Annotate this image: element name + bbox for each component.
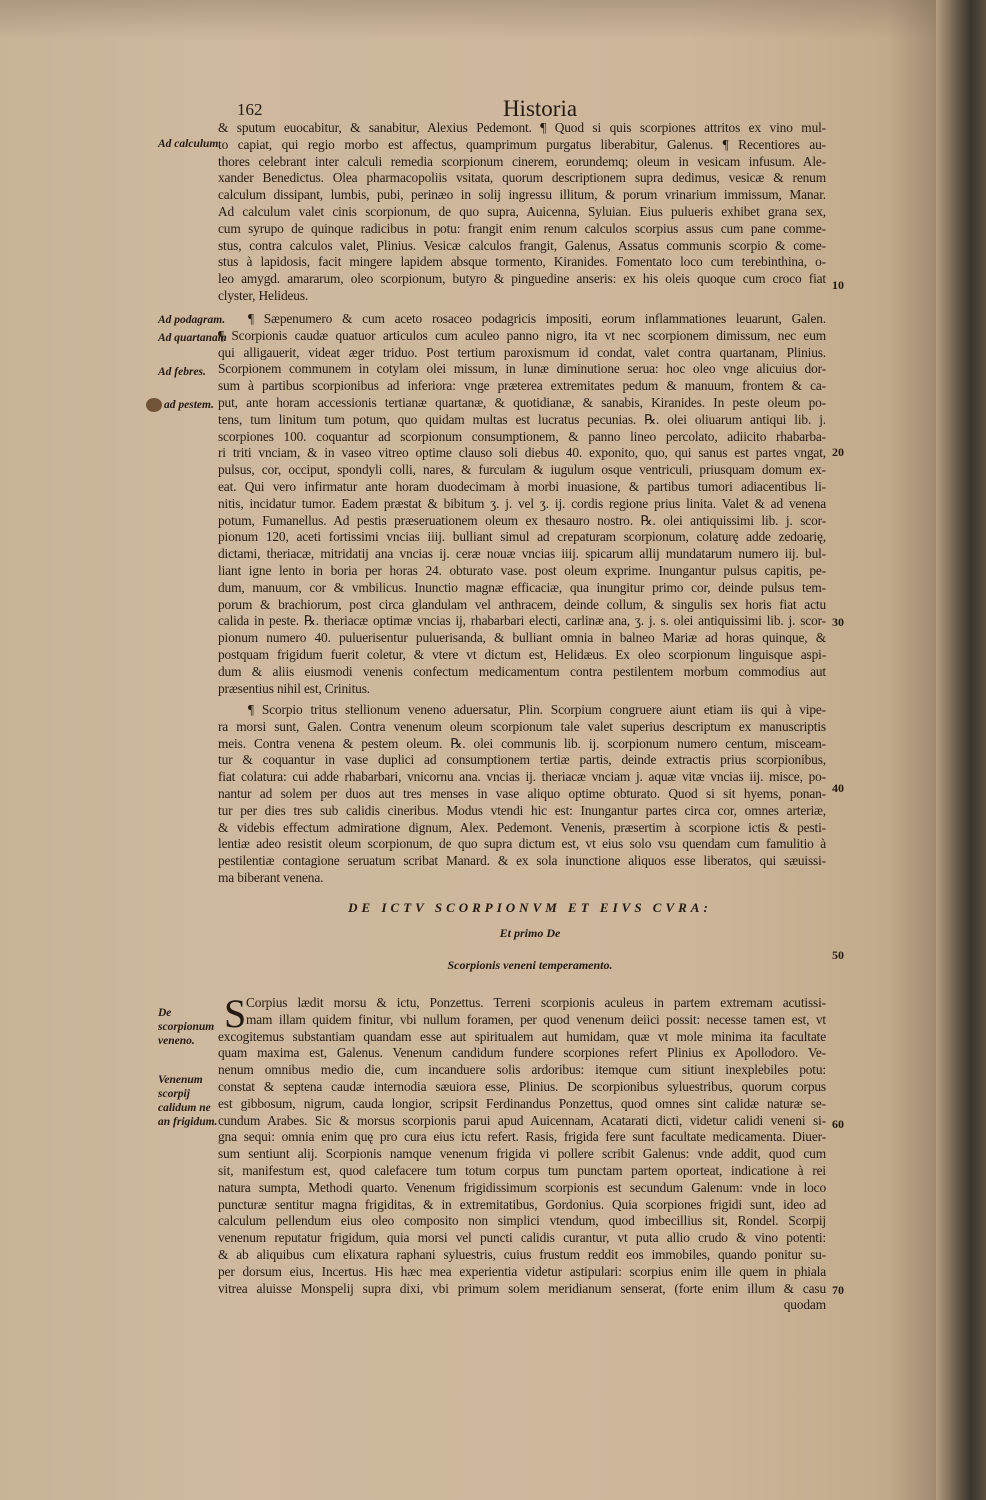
margin-note: Venenum scorpij calidum ne an frigidum. (158, 1074, 218, 1128)
text-line: leo amygd. amararum, oleo scorpionum, butyro & pinguedine anseris: ex his oleis quoque cum croco fiat (218, 271, 826, 287)
text-line: calculum pellendum eius oleo composito non simplici vtendum, quod imbecillius sit, Rondel. Scorpij (218, 1213, 826, 1229)
text-line: to capiat, qui regio morbo est affectus, quamprimum purgatus liberabitur, Galenus. ¶ Recentiores au- (218, 136, 826, 152)
text-line: excogitemus substantiam quandam esse aut spiritualem aut humidam, quæ vt mole minima ita facultate (218, 1028, 826, 1044)
text-line: stus à lapidosis, facit mingere lapidem absque tormento, Kiranides. Fomentato loco cum terebinthina, o- (218, 254, 826, 270)
text-line: sum à partibus scorpionibus ad inferiora: vnge præterea extremitates pedum & manuum, frontem & ca- (218, 378, 826, 394)
paragraph-remedies (218, 311, 826, 697)
text-line: Scorpionem communem in cotylam olei missum, in lunæ diminutione serua: hoc oleo vnge alicuius dor- (218, 361, 826, 377)
text-line: Ad calculum valet cinis scorpionum, de quo supra, Auicenna, Syluian. Eius pulueris exhibet grana sex, (218, 203, 826, 219)
line-number: 40 (832, 781, 844, 795)
text-line: & videbis effectum admiratione dignum, Alex. Pedemont. Venenis, præsertim à scorpione ictis & pesti- (218, 819, 826, 835)
section-subheading: Scorpionis veneni temperamento. (447, 958, 613, 972)
text-line: stus, contra calculos valet, Plinius. Vesicæ calculos frangit, Galenus, Assatus communis scorpio & come- (218, 237, 826, 253)
text-line: fiat colatura: cui adde rhabarbari, vnicornu ana. vncias ij. theriacæ vnciam j. aquæ vitæ vncias iij. misce, po- (218, 769, 826, 785)
text-line: meis. Contra venena & pestem oleum. ℞. olei communis lib. ij. scorpionum numero centum, misceam- (218, 735, 826, 751)
text-line: sum sentiunt alij. Scorpionis namque venenum frigida vi pollere scribit Galenus: vnde addit, quod cum (218, 1146, 826, 1162)
text-line: tens, tum linitum tum potum, quo quidam multas est lucratus pecunias. ℞. olei oliuarum antiqui lib. j. (218, 411, 826, 427)
line-number: 20 (832, 445, 844, 459)
margin-note: ad pestem. (164, 399, 214, 411)
margin-note: Ad quartanam (158, 332, 227, 344)
text-line: porum & brachiorum, post circa glandulam vel anthracem, deinde collum, & singulis sex horis fiat actu (218, 596, 826, 612)
paragraph-calculus (218, 120, 826, 305)
text-line: calculum dissipant, lumbis, pubi, perinæo in solij ingressu illitum, & porum vrinarium immissum, Manar. (218, 187, 826, 203)
line-number: 70 (832, 1283, 844, 1297)
text-line: tur per dies tres sub calidis cineribus. Modus vtendi hic est: Inungantur partes circa cor, omnes arteriæ, (218, 802, 826, 818)
text-line: ¶ Scorpionis caudæ quatuor articulos cum aculeo panno nigro, ita vt nec scorpionem dimissum, nec eum (218, 327, 826, 343)
text-line: puncturæ sentitur magna frigiditas, & in extremitatibus, Gordonius. Quia scorpiones frigidi sunt, ideo ad (218, 1196, 826, 1212)
text-line: calida in peste. ℞. theriacæ optimæ vncias ij, rhabarbari electi, carlinæ ana, ʒ. j. s. olei antiquissimi lib. j. scor- (218, 613, 826, 629)
text-line: tur & coquantur in vase duplici ad consumptionem tertiæ partis, deinde extractis prius scorpionibus, (218, 752, 826, 768)
text-line: potum, Fumanellus. Ad pestis præseruationem oleum ex thesauro nostro. ℞. olei antiquissimi lib. j. scor- (218, 512, 826, 528)
text-line: thores celebrant inter calculi remedia scorpionum cinerem, eorundemq; oleum in vesicam infusum. Ale- (218, 153, 826, 169)
text-line: nenum omnibus medio die, cum incanduere solis ardoribus: itemque cum sitiunt inexplebiles potu: (218, 1062, 826, 1078)
text-line: dictami, theriacæ, mitridatij ana vncias ij. ceræ nouæ vncias iiij. spicarum allij mundatarum numero iij. bul- (218, 546, 826, 562)
catchword: quodam (783, 1297, 826, 1313)
text-line: cum syrupo de quinque radicibus in potu: frangit enim renum calculos scorpius assus cum pane comme- (218, 220, 826, 236)
line-number: 10 (832, 278, 844, 292)
text-line: pionum 120, aceti fortissimi vncias iiij. bulliant simul ad crepaturam scorpionum, colaturę adde zedoarię, (218, 529, 826, 545)
text-line: ra morsi sunt, Galen. Contra venenum oleum scorpionum tale valet superius descriptum ex manuscriptis (218, 718, 826, 734)
margin-note: Ad febres. (158, 366, 206, 378)
running-head: Historia (502, 96, 578, 121)
text-line: clyster, Helideus. (218, 287, 309, 303)
section-subtitle: Et primo De (499, 926, 561, 940)
text-line: liant igne lento in boria per horas 24. obturato vase. post oleum exprime. Inungantur pulsus capitis, pe- (218, 562, 826, 578)
paragraph-venom-temperament (218, 991, 826, 1314)
paragraph-poisons (218, 702, 826, 887)
line-number: 60 (832, 1117, 844, 1131)
section-title: DE ICTV SCORPIONVM ET EIVS CVRA: (348, 900, 712, 915)
text-line: vitrea aluisse Monspelij supra dixi, vbi primum solem meridianum senserat, (forte enim illum & casu (218, 1280, 826, 1296)
text-line: ri triti vnciam, & in vaseo vitreo optime clauso soli diebus 40. exponito, quo, qui sanus est partes vngat, (218, 445, 826, 461)
text-line: nantur ad solem per duos aut tres menses in vase aliquo optime obturato. Quod si sit hyems, ponan- (218, 785, 826, 801)
text-line: pionum numero 40. puluerisentur puluerisanda, & bulliant omnia in balneo Mariæ ad horas quinque, & (218, 630, 826, 646)
margin-note: Ad podagram. (158, 314, 226, 326)
text-line: scorpiones 100. coquantur ad scorpionum consumptionem, & panno lineo percolato, adiicito rhabarba- (218, 428, 826, 444)
line-number: 30 (832, 615, 844, 629)
text-line: natura sumpta, Methodi quarto. Venenum frigidissimum scorpionis est secundum Galenum: vnde in loco (218, 1179, 826, 1195)
margin-note: Ad calculum. (158, 138, 222, 150)
text-line: venenum reputatur frigidum, quia morsi vel puncti calidis curantur, vt puta allio crudo & vino potenti: (218, 1230, 826, 1246)
text-line: pulsus, cor, occiput, spondyli colli, nares, & furculam & iugulum osque ventriculi, priusquam domum ex- (218, 462, 826, 478)
text-line: dum & aliis eiusmodi venenis confectum medicamentum contra pestilentem morbum commodius aut (218, 663, 826, 679)
text-line: qui alligauerit, videat æger triduo. Post tertium paroxismum id condat, valet contra quartanam, Plinius. (218, 344, 826, 360)
text-line: sit, manifestum est, quod calefacere tum totum corpus tum punctam partem oporteat, indicatione à rei (218, 1162, 826, 1178)
text-line: dum, manuum, cor & vmbilicus. Inunctio magnæ efficaciæ, qua inungitur primo cor, deinde pulsus tem- (218, 579, 826, 595)
text-line: constat & septena caudæ internodia sæuiora esse, Plinius. De scorpionibus syluestribus, quorum corpus (218, 1078, 826, 1094)
text-line: nitis, incidatur tumor. Eadem præstat & bibitum ʒ. j. vel ʒ. ij. cordis regione prius linita. Valet & ad venena (218, 495, 826, 511)
text-line: est gibbosum, nigrum, cauda longior, scripsit Ferdinandus Ponzettus, quod omnes sint calidæ naturæ se- (218, 1095, 826, 1111)
drop-cap: S (224, 991, 247, 1036)
text-line: per dorsum eius, Incertus. His hæc mea experientia videtur astipulari: scorpius enim ille quem in phiala (218, 1263, 826, 1279)
text-line: cundum Arabes. Sic & morsus scorpionis parui apud Auicennam, Acatarati dicti, videtur calidi veneni si- (218, 1112, 826, 1128)
line-number: 50 (832, 948, 844, 962)
text-line: put, ante horam accessionis tertianæ quartanæ, & quotidianæ, & sanabis, Kiranides. In peste oleum po- (218, 394, 826, 410)
text-line: pestilentiæ contagione seruatum scribat Manard. & ex sola inunctione aliquos esse liberatos, qui sæuissi- (218, 853, 826, 869)
margin-note: De scorpionum veneno. (158, 1007, 215, 1047)
text-line: eat. Qui vero infirmatur ante horam duodecimam à morbi inuasione, & partibus tumori adiacentibus li- (218, 478, 826, 494)
text-line: præsentius nihil est, Crinitus. (218, 680, 370, 696)
page-top-shadow (0, 0, 986, 40)
text-line: ¶ Scorpio tritus stellionum veneno aduersatur, Plin. Scorpium congruere aiunt etiam iis qui à vipe- (248, 702, 826, 717)
page-number: 162 (237, 100, 263, 119)
text-line: mam illam quidem finitur, vbi nullum foramen, per quod venenum deiici possit: necesse tamen est, vt (246, 1011, 826, 1027)
book-gutter-edge (936, 0, 986, 1500)
text-line: quam maxima est, Galenus. Venenum candidum fundere scorpiones refert Plinius ex Apollodoro. Ve- (218, 1045, 826, 1061)
ink-blot (146, 398, 162, 412)
text-line: & sputum euocabitur, & sanabitur, Alexius Pedemont. ¶ Quod si quis scorpiones attritos ex vino mul- (218, 120, 826, 135)
text-line: ¶ Sæpenumero & cum aceto rosaceo podagricis impositi, eorum inflammationes leuarunt, Galen. (248, 311, 826, 326)
text-line: ma biberant venena. (218, 869, 324, 885)
text-line: postquam frigidum fuerit coletur, & vtere vt dictum est, Helidæus. Ex oleo scorpionum linguisque aspi- (218, 646, 826, 662)
text-line: Corpius lædit morsu & ictu, Ponzettus. Terreni scorpionis aculeus in partem extremam acutissi- (246, 995, 826, 1010)
text-line: gna sequi: omnia enim quę pro cura eius ictu refert. Rasis, frigida fere sunt facultate medicamenta. Diuer- (218, 1129, 826, 1145)
text-line: lentiæ adeo resistit oleum scorpionum, de quo supra dictum est, vt eius solo vsu quendam cum famulitio à (218, 836, 826, 852)
text-line: & ab aliquibus cum elixatura raphani syluestris, cuius frustum reddit eos immobiles, quando ponitur su- (218, 1246, 826, 1262)
text-line: xander Benedictus. Olea pharmacopoliis vsitata, quorum descriptionem supra dedimus, vesicæ & renum (218, 170, 826, 186)
